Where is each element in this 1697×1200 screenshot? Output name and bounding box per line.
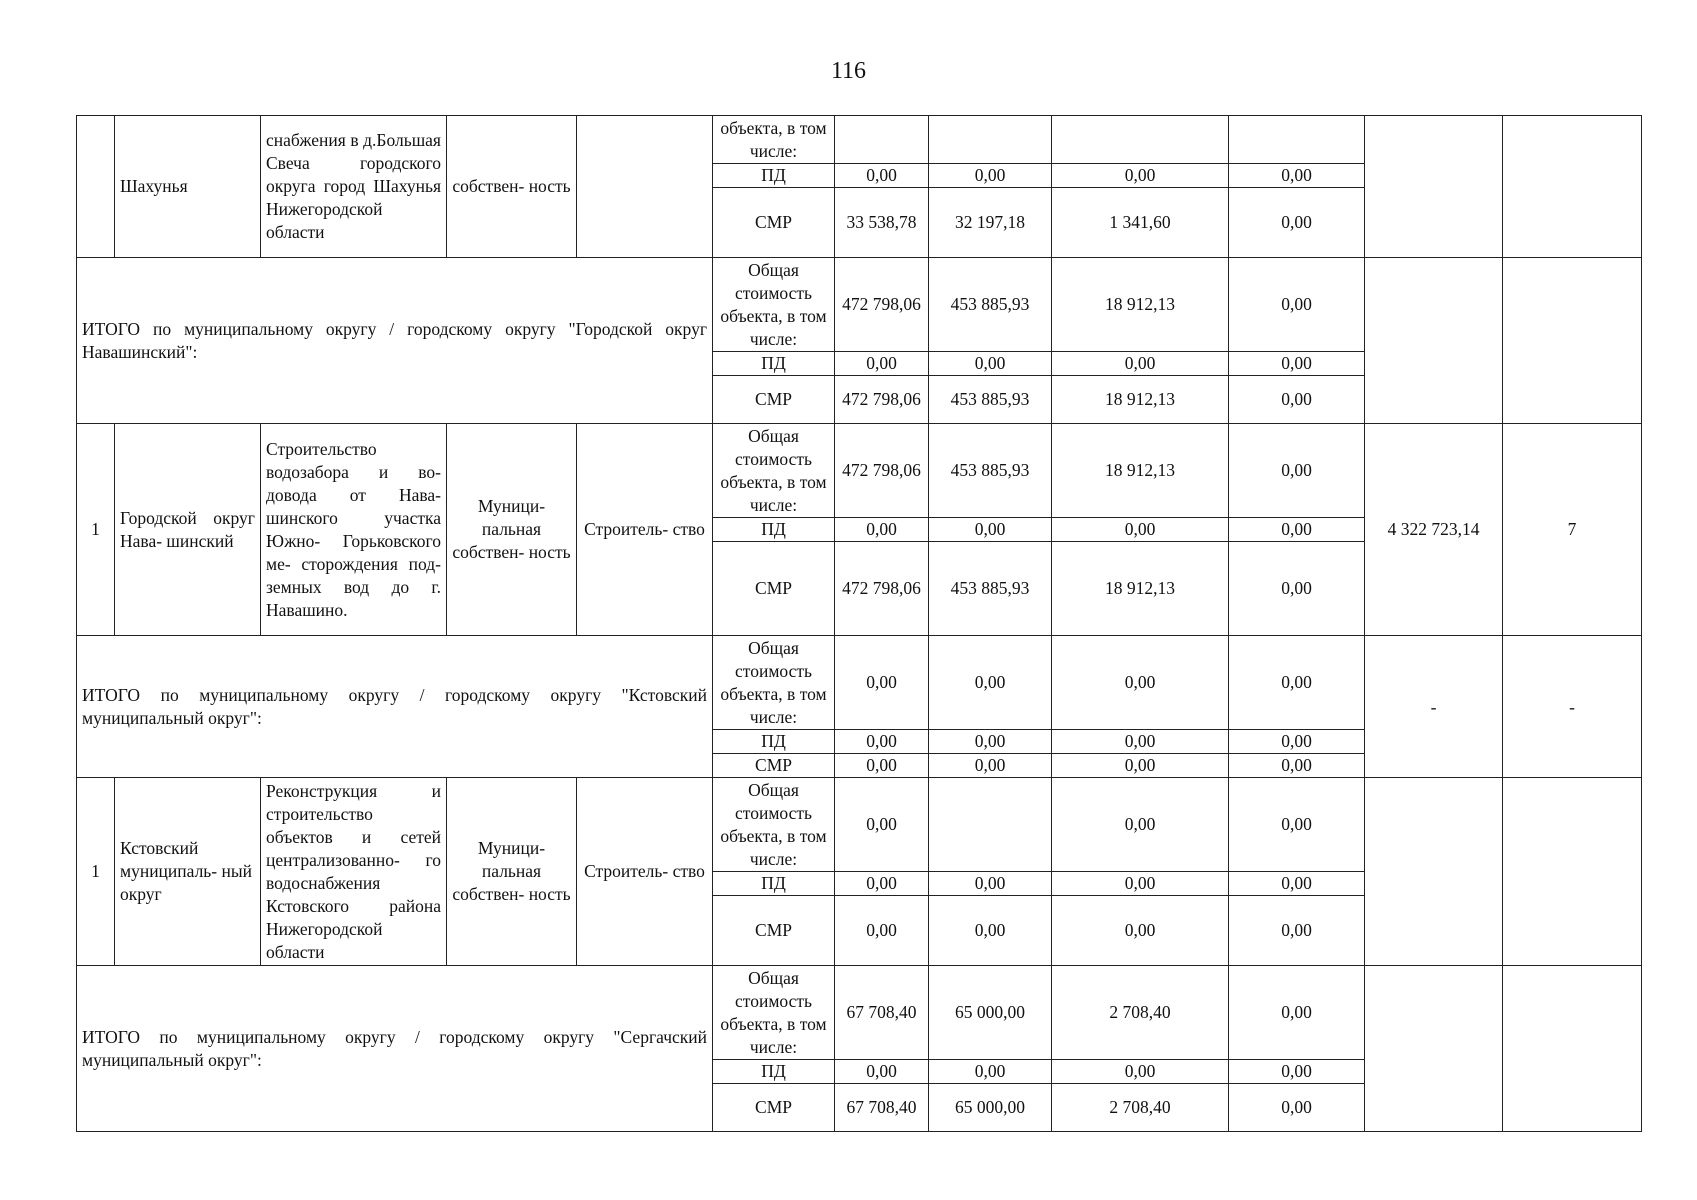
- row-label-total: Общая стоимость объекта, в том числе:: [713, 966, 835, 1060]
- ownership-cell: Муници- пальная собствен- ность: [447, 778, 577, 966]
- value-cell: 0,00: [1229, 258, 1365, 352]
- value-cell: 0,00: [929, 896, 1052, 966]
- row-number-cell: [77, 116, 115, 258]
- value-cell: 0,00: [1229, 778, 1365, 872]
- value-cell: 2 708,40: [1052, 966, 1229, 1060]
- row-label-pd: ПД: [713, 164, 835, 188]
- row-label-smr: СМР: [713, 376, 835, 424]
- value-cell: 18 912,13: [1052, 376, 1229, 424]
- table-row: [77, 424, 1642, 518]
- value-cell: 0,00: [1229, 1060, 1365, 1084]
- work-type-cell: [577, 116, 713, 258]
- table-row: [77, 966, 1642, 1060]
- work-type-cell: Строитель- ство: [577, 424, 713, 636]
- row-label-total: Общая стоимость объекта, в том числе:: [713, 258, 835, 352]
- value-cell: 2 708,40: [1052, 1084, 1229, 1132]
- row-label-pd: ПД: [713, 518, 835, 542]
- value-cell: 472 798,06: [835, 424, 929, 518]
- power-cell: [1365, 966, 1503, 1132]
- value-cell: 0,00: [929, 164, 1052, 188]
- value-cell: 0,00: [835, 518, 929, 542]
- value-cell: [929, 778, 1052, 872]
- value-cell: [929, 116, 1052, 164]
- count-cell: [1503, 966, 1642, 1132]
- value-cell: 0,00: [835, 352, 929, 376]
- value-cell: 472 798,06: [835, 542, 929, 636]
- count-cell: 7: [1503, 424, 1642, 636]
- row-label-total: Общая стоимость объекта, в том числе:: [713, 636, 835, 730]
- value-cell: 1 341,60: [1052, 188, 1229, 258]
- financing-table: [76, 115, 1642, 1132]
- value-cell: 0,00: [1052, 164, 1229, 188]
- row-label-total: Общая стоимость объекта, в том числе:: [713, 778, 835, 872]
- row-label-total: объекта, в том числе:: [713, 116, 835, 164]
- object-name-cell: Строительство водозабора и во- довода от Нава- шинского участка Южно- Горьковского ме- сторождения под- земных вод до г. Навашино.: [261, 424, 447, 636]
- page-number: 116: [830, 58, 867, 84]
- value-cell: 0,00: [1229, 424, 1365, 518]
- value-cell: 0,00: [835, 754, 929, 778]
- value-cell: 0,00: [1052, 352, 1229, 376]
- count-cell: [1503, 778, 1642, 966]
- row-label-pd: ПД: [713, 1060, 835, 1084]
- value-cell: 0,00: [1229, 872, 1365, 896]
- value-cell: 0,00: [1052, 754, 1229, 778]
- value-cell: 0,00: [835, 636, 929, 730]
- value-cell: 472 798,06: [835, 258, 929, 352]
- row-label-smr: СМР: [713, 754, 835, 778]
- row-number-cell: 1: [77, 424, 115, 636]
- value-cell: 33 538,78: [835, 188, 929, 258]
- value-cell: 0,00: [1052, 636, 1229, 730]
- value-cell: 0,00: [1229, 1084, 1365, 1132]
- row-number-cell: 1: [77, 778, 115, 966]
- work-type-cell: Строитель- ство: [577, 778, 713, 966]
- value-cell: 67 708,40: [835, 1084, 929, 1132]
- value-cell: 0,00: [1229, 896, 1365, 966]
- value-cell: [835, 116, 929, 164]
- value-cell: 0,00: [929, 352, 1052, 376]
- value-cell: 0,00: [1229, 164, 1365, 188]
- value-cell: 0,00: [1052, 730, 1229, 754]
- value-cell: 453 885,93: [929, 542, 1052, 636]
- table-row: [77, 116, 1642, 164]
- ownership-cell: Муници- пальная собствен- ность: [447, 424, 577, 636]
- value-cell: 18 912,13: [1052, 542, 1229, 636]
- municipality-cell: Городской округ Нава- шинский: [115, 424, 261, 636]
- value-cell: 0,00: [835, 896, 929, 966]
- value-cell: 0,00: [835, 778, 929, 872]
- value-cell: 18 912,13: [1052, 258, 1229, 352]
- value-cell: 0,00: [1052, 896, 1229, 966]
- value-cell: [1229, 116, 1365, 164]
- count-cell: [1503, 116, 1642, 258]
- row-label-pd: ПД: [713, 352, 835, 376]
- table-row: [77, 258, 1642, 352]
- power-cell: [1365, 778, 1503, 966]
- value-cell: 453 885,93: [929, 424, 1052, 518]
- object-name-cell: снабжения в д.Большая Свеча городского округа город Шахунья Нижегородской области: [261, 116, 447, 258]
- value-cell: 0,00: [835, 730, 929, 754]
- row-label-smr: СМР: [713, 542, 835, 636]
- value-cell: 0,00: [1229, 754, 1365, 778]
- power-cell: -: [1365, 636, 1503, 778]
- value-cell: 0,00: [1052, 1060, 1229, 1084]
- count-cell: [1503, 258, 1642, 424]
- value-cell: 0,00: [929, 1060, 1052, 1084]
- value-cell: 0,00: [1229, 730, 1365, 754]
- power-cell: [1365, 258, 1503, 424]
- ownership-cell: собствен- ность: [447, 116, 577, 258]
- power-cell: 4 322 723,14: [1365, 424, 1503, 636]
- value-cell: 0,00: [835, 872, 929, 896]
- value-cell: 0,00: [1229, 352, 1365, 376]
- value-cell: 0,00: [1052, 872, 1229, 896]
- value-cell: 453 885,93: [929, 376, 1052, 424]
- row-label-pd: ПД: [713, 730, 835, 754]
- value-cell: 0,00: [1229, 636, 1365, 730]
- value-cell: 0,00: [1229, 376, 1365, 424]
- value-cell: 0,00: [1052, 518, 1229, 542]
- itogo-label-cell: ИТОГО по муниципальному округу / городскому округу "Кстовский муниципальный округ":: [77, 636, 713, 778]
- value-cell: 453 885,93: [929, 258, 1052, 352]
- object-name-cell: Реконструкция и строительство объектов и сетей централизованно- го водоснабжения Кстовского района Нижегородской области: [261, 778, 447, 966]
- value-cell: 0,00: [1052, 778, 1229, 872]
- power-cell: [1365, 116, 1503, 258]
- row-label-smr: СМР: [713, 1084, 835, 1132]
- value-cell: 18 912,13: [1052, 424, 1229, 518]
- value-cell: 0,00: [929, 730, 1052, 754]
- value-cell: 472 798,06: [835, 376, 929, 424]
- count-cell: -: [1503, 636, 1642, 778]
- value-cell: 0,00: [1229, 542, 1365, 636]
- value-cell: 0,00: [929, 518, 1052, 542]
- value-cell: 32 197,18: [929, 188, 1052, 258]
- itogo-label-cell: ИТОГО по муниципальному округу / городскому округу "Городской округ Навашинский":: [77, 258, 713, 424]
- table-row: [77, 778, 1642, 872]
- value-cell: 65 000,00: [929, 966, 1052, 1060]
- value-cell: 0,00: [929, 872, 1052, 896]
- row-label-total: Общая стоимость объекта, в том числе:: [713, 424, 835, 518]
- municipality-cell: Шахунья: [115, 116, 261, 258]
- value-cell: 65 000,00: [929, 1084, 1052, 1132]
- table-row: [77, 636, 1642, 730]
- value-cell: 67 708,40: [835, 966, 929, 1060]
- itogo-label-cell: ИТОГО по муниципальному округу / городскому округу "Сергачский муниципальный округ":: [77, 966, 713, 1132]
- value-cell: 0,00: [835, 164, 929, 188]
- value-cell: 0,00: [1229, 966, 1365, 1060]
- value-cell: 0,00: [1229, 518, 1365, 542]
- value-cell: 0,00: [929, 754, 1052, 778]
- value-cell: 0,00: [929, 636, 1052, 730]
- row-label-pd: ПД: [713, 872, 835, 896]
- value-cell: 0,00: [1229, 188, 1365, 258]
- row-label-smr: СМР: [713, 188, 835, 258]
- value-cell: [1052, 116, 1229, 164]
- row-label-smr: СМР: [713, 896, 835, 966]
- municipality-cell: Кстовский муниципаль- ный округ: [115, 778, 261, 966]
- value-cell: 0,00: [835, 1060, 929, 1084]
